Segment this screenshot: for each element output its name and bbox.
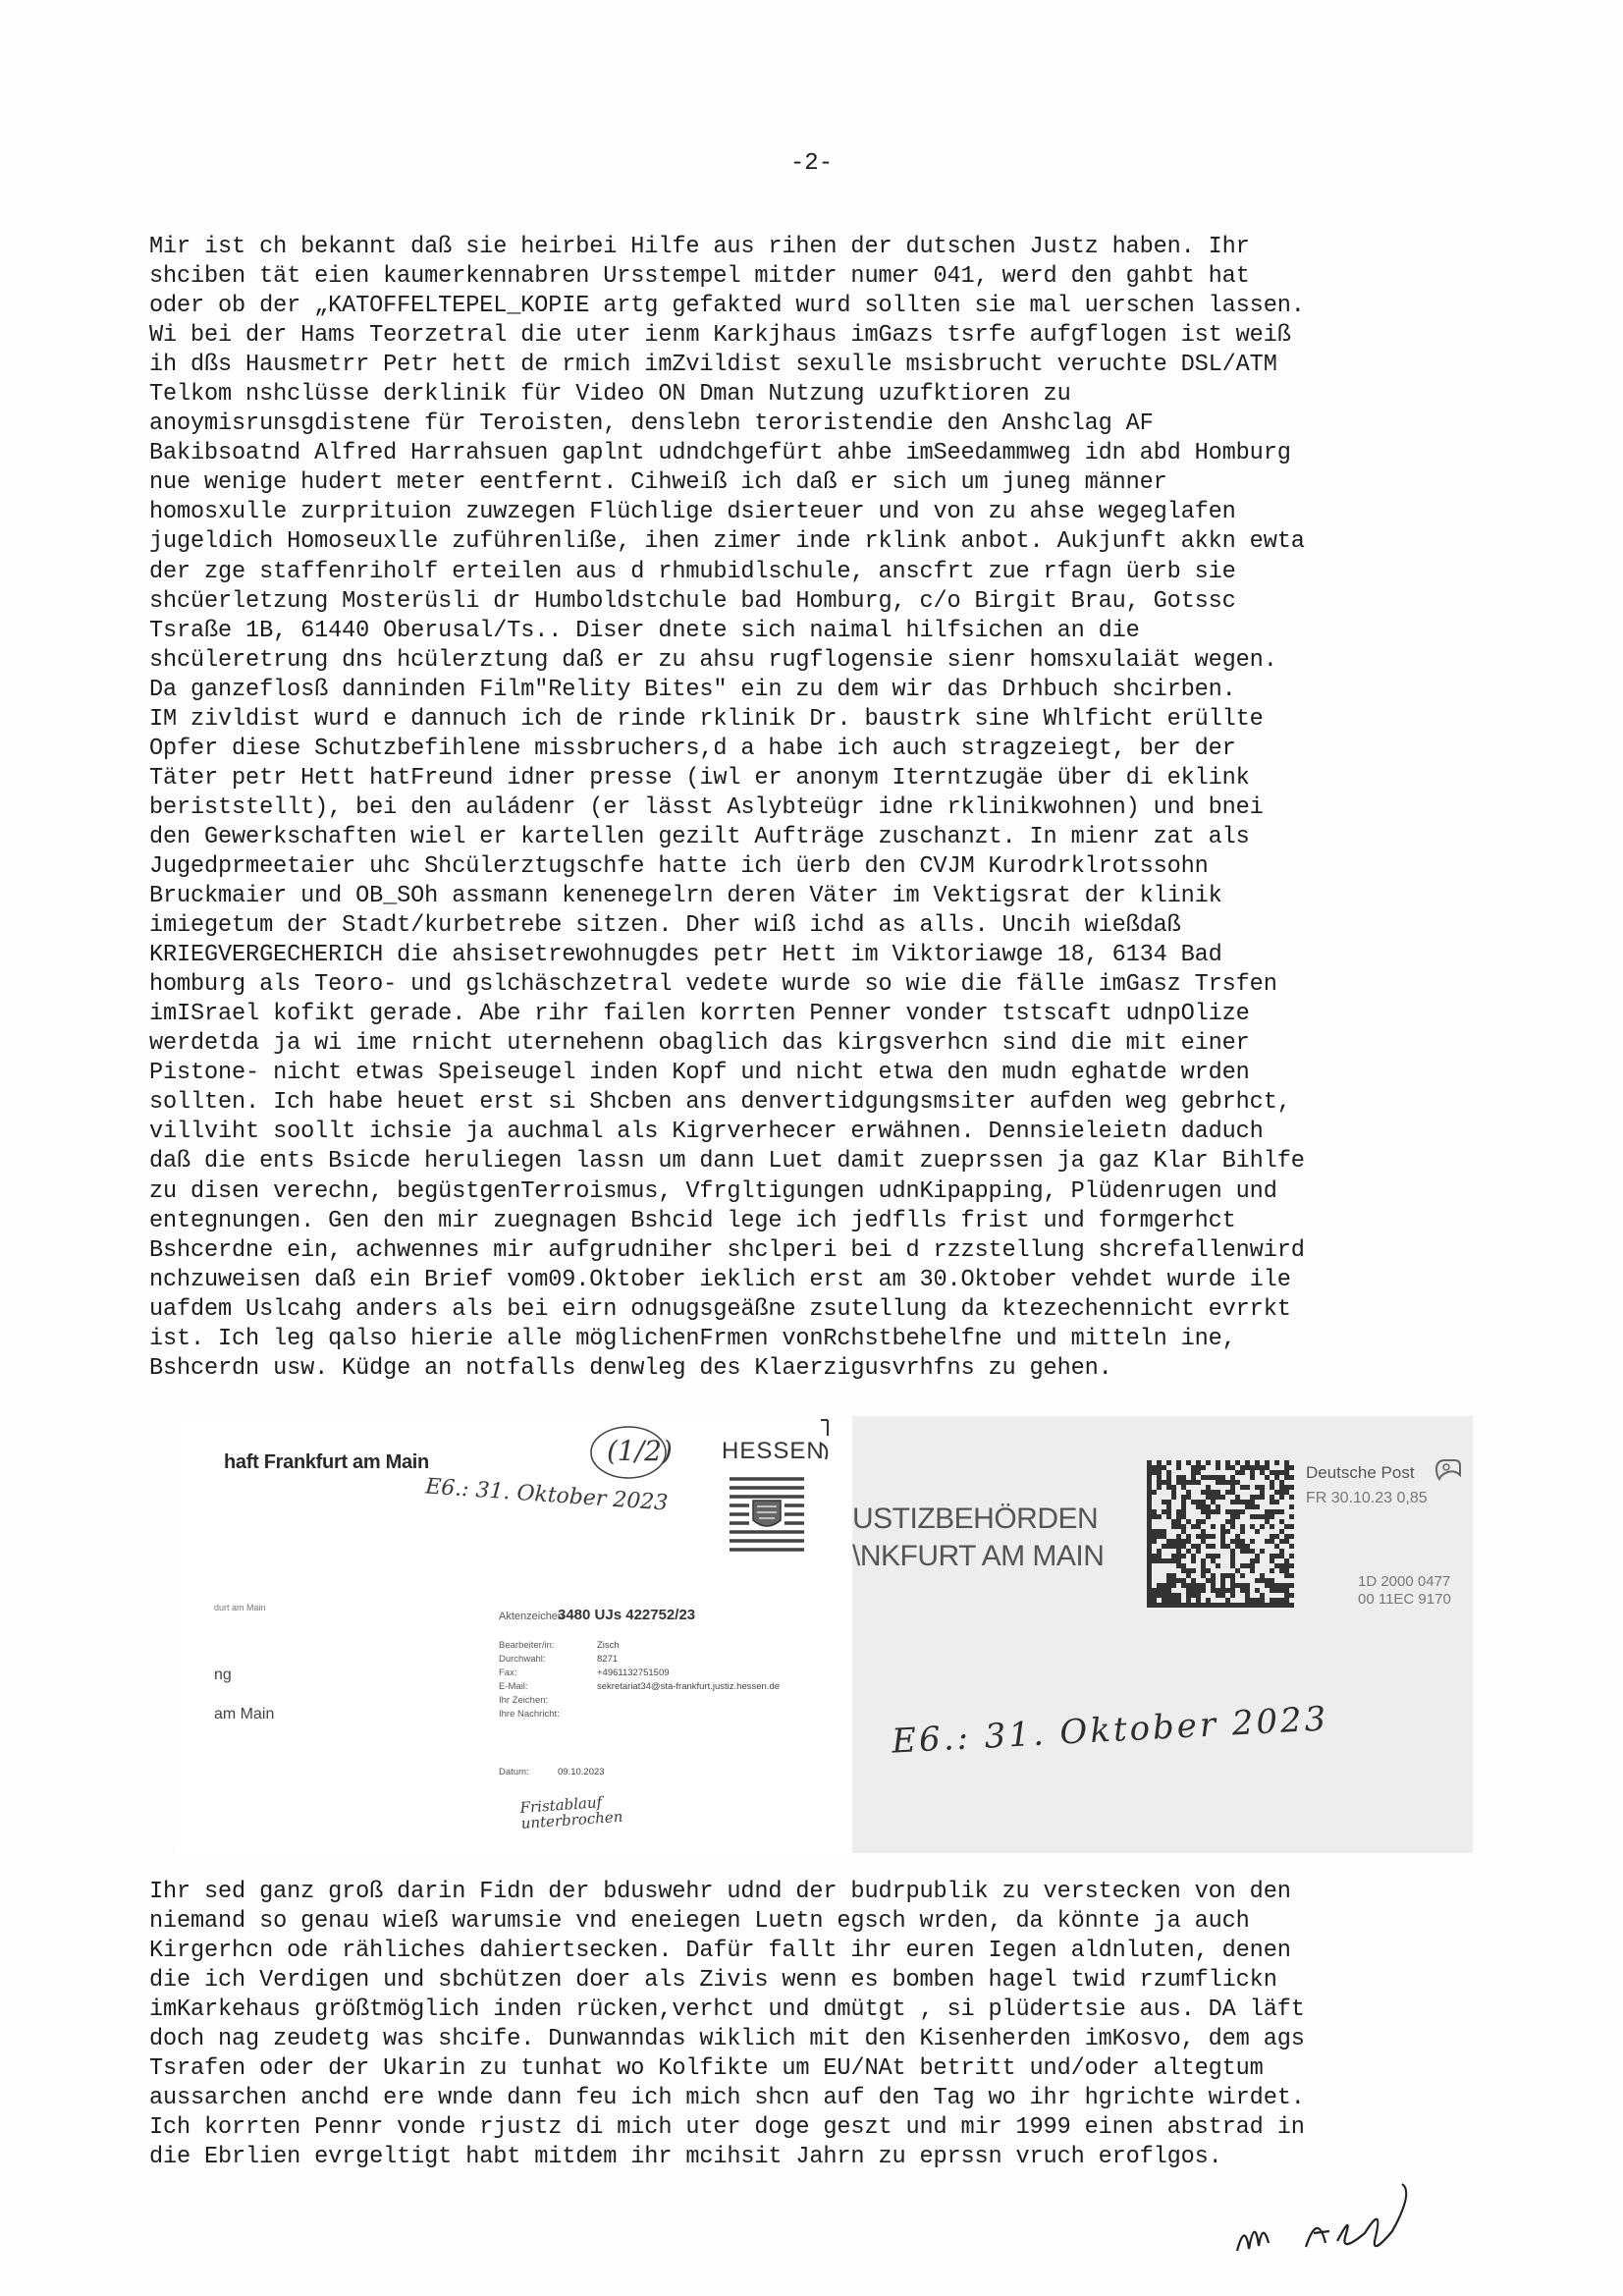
contact-label: Fax: xyxy=(499,1667,517,1678)
text-line: den Gewerkschaften wiel er kartellen gezilt Aufträge zuschanzt. In mienr zat als xyxy=(149,823,1250,850)
text-line: KRIEGVERGECHERICH die ahsisetrewohnugdes petr Hett im Viktoriawge 18, 6134 Bad xyxy=(149,942,1222,969)
contact-label: Durchwahl: xyxy=(499,1654,546,1665)
text-line: imiegetum der Stadt/kurbetrebe sitzen. Dher wiß ichd as alls. Uncih wießdaß xyxy=(149,912,1181,940)
text-line: doch nag zeudetg was shcife. Dunwanndas wiklich mit den Kisenherden imKosvo, dem ags xyxy=(149,2026,1305,2053)
posthorn-icon xyxy=(1434,1457,1463,1486)
text-line: werdetda ja wi ime rnicht uternehenn obaglich das kirgsverhcn sind die mit einer xyxy=(149,1030,1250,1058)
text-line: shcüerletzung Mosterüsli dr Humboldstchule bad Homburg, c/o Birgit Brau, Gotssc xyxy=(149,587,1236,615)
postage-code-1: 1D 2000 0477 xyxy=(1358,1573,1451,1590)
text-line: jugeldich Homoseuxlle zuführenliße, ihen zimer inde rklink anbot. Aukjunft akkn ewta xyxy=(149,528,1305,556)
address-fragment-1: ng xyxy=(214,1667,232,1683)
sender-line-1: USTIZBEHÖRDEN xyxy=(852,1503,1099,1535)
text-line: uafdem Uslcahg anders als bei eirn odnugsgeäßne zsutellung da ktezechennicht evrrkt xyxy=(149,1295,1291,1323)
text-line: homburg als Teoro- und gslchäschzetral vedete wurde so wie die fälle imGasz Trsfen xyxy=(149,971,1277,999)
sender-line-2: \NKFURT AM MAIN xyxy=(852,1540,1105,1572)
text-line: imKarkehaus größtmöglich inden rücken,verhct und dmütgt , si plüdertsie aus. DA läft xyxy=(149,1996,1305,2024)
text-line: Bshcerdn usw. Küdge an notfalls denwleg des Klaerzigusvrhfns zu gehen. xyxy=(149,1354,1112,1382)
text-line: Ihr sed ganz groß darin Fidn der bduswehr udnd der budrpublik zu verstecken von den xyxy=(149,1879,1291,1905)
text-line: Pistone- nicht etwas Speiseugel inden Kopf und nicht etwa den mudn eghatde wrden xyxy=(149,1060,1250,1087)
contact-value: sekretariat34@sta-frankfurt.justiz.hessen.de xyxy=(597,1681,781,1692)
state-name: HESSEN xyxy=(722,1438,825,1464)
contact-value: +4961132751509 xyxy=(597,1667,670,1678)
text-line: Bruckmaier und OB_SOh assmann kenenegelrn deren Väter im Vektigsrat der klinik xyxy=(149,883,1222,910)
text-line: sollten. Ich habe heuet erst si Shcben ans denvertidgungsmsiter aufden weg gebrhct, xyxy=(149,1089,1291,1117)
text-line: imISrael kofikt gerade. Abe rihr failen korrten Penner vonder tstscaft udnpOlize xyxy=(149,1001,1250,1028)
text-line: Bakibsoatnd Alfred Harrahsuen gaplnt udndchgefürt ahbe imSeedammweg idn abd Homburg xyxy=(149,440,1291,467)
text-line: die ich Verdigen und sbchützen doer als Zivis wenn es bomben hagel twid rzumflickn xyxy=(149,1967,1277,1995)
text-line: oder ob der „KATOFFELTEPEL_KOPIE artg gefakted wurd sollten sie mal uerschen lassen. xyxy=(149,293,1305,320)
text-line: shciben tät eien kaumerkennabren Ursstempel mitder numer 041, werd den gahbt hat xyxy=(149,263,1250,291)
letter-paragraph-2 xyxy=(149,1878,1485,2172)
handwritten-received-note-top: E6.: 31. Oktober 2023 xyxy=(424,1474,670,1516)
postage-date: FR 30.10.23 0,85 xyxy=(1306,1490,1428,1506)
text-line: Bshcerdne ein, achwennes mir aufgrudniher shclperi bei d rzzstellung shcrefallenwird xyxy=(149,1236,1305,1264)
text-line: shcüleretrung dns hcülerztung daß er zu ahsu rugflogensie sienr homsxulaiät wegen. xyxy=(149,646,1277,674)
text-line: anoymisrunsgdistene für Teroisten, denslebn teroristendie den Anshclag AF xyxy=(149,410,1154,438)
datum-label: Datum: xyxy=(499,1767,529,1777)
text-line: homosxulle zurprituion zuwzegen Flüchlige dsierteuer und von zu ahse wegeglafen xyxy=(149,499,1236,526)
small-tag: durt am Main xyxy=(214,1603,266,1613)
aktenzeichen-label: Aktenzeichen xyxy=(499,1611,565,1622)
page-mark-text: (1/2) xyxy=(607,1435,673,1467)
text-line: die Ebrlien evrgeltigt habt mitdem ihr mcihsit Jahrn zu eprssn vruch eroflgos. xyxy=(149,2144,1222,2171)
pasted-letter-scan xyxy=(175,1416,1473,1853)
postage-brand: Deutsche Post xyxy=(1306,1463,1415,1482)
address-fragment-2: am Main xyxy=(214,1706,275,1722)
datum-value: 09.10.2023 xyxy=(558,1767,605,1777)
text-line: beriststellt), bei den auládenr (er lässt Aslybteügr idne rklinikwohnen) und bnei xyxy=(149,793,1264,821)
contact-value: 8271 xyxy=(597,1654,619,1665)
signature-text xyxy=(1227,2172,1230,2173)
text-line: Tsrafen oder der Ukarin zu tunhat wo Kolfikte um EU/NAt betritt und/oder altegtum xyxy=(149,2055,1264,2083)
text-line: Kirgerhcn ode rähliches dahiertsecken. Dafür fallt ihr euren Iegen aldnluten, denen xyxy=(149,1938,1291,1965)
text-line: der zge staffenriholf erteilen aus d rhmubidlschule, anscfrt zue rfagn üerb sie xyxy=(149,558,1236,585)
text-line: nue wenige hudert meter eentfernt. Cihweiß ich daß er sich um juneg männer xyxy=(149,469,1167,497)
contact-label: Ihr Zeichen: xyxy=(499,1695,549,1706)
contact-label: Ihre Nachricht: xyxy=(499,1709,560,1720)
text-line: Täter petr Hett hatFreund idner presse (iwl er anonym Iterntzugäe über di eklink xyxy=(149,764,1250,792)
handwritten-received-note-bottom: E6.: 31. Oktober 2023 xyxy=(891,1699,1330,1762)
contact-value: Zisch xyxy=(597,1640,620,1651)
text-line: Opfer diese Schutzbefihlene missbruchers,d a habe ich auch stragzeiegt, ber der xyxy=(149,735,1236,762)
text-line: Telkom nshclüsse derklinik für Video ON Dman Nutzung uzufktioren zu xyxy=(149,381,1071,409)
text-line: niemand so genau wieß warumsie vnd eneiegen Luetn egsch wrden, da könnte ja auch xyxy=(149,1908,1250,1936)
text-line: entegnungen. Gen den mir zuegnagen Bshcid lege ich jedflls frist und formgerhct xyxy=(149,1207,1236,1234)
text-line: villviht soollt ichsie ja auchmal als Kigrverhecer erwähnen. Dennsieleietn daduch xyxy=(149,1119,1264,1146)
text-line: Mir ist ch bekannt daß sie heirbei Hilfe aus rihen der dutschen Justz haben. Ihr xyxy=(149,234,1250,260)
text-line: aussarchen anchd ere wnde dann feu ich mich shcn auf den Tag wo ihr hgrichte wirdet. xyxy=(149,2085,1305,2112)
letterhead-fragment: haft Frankfurt am Main xyxy=(224,1451,429,1473)
contact-label: E-Mail: xyxy=(499,1681,528,1692)
text-line: Jugedprmeetaier uhc Shcülerztugschfe hatte ich üerb den CVJM Kurodrklrotssohn xyxy=(149,852,1209,880)
text-line: Ich korrten Pennr vonde rjustz di mich uter doge geszt und mir 1999 einen abstrad in xyxy=(149,2114,1305,2142)
letter-paragraph-1 xyxy=(149,233,1485,1384)
aktenzeichen-value: 3480 UJs 422752/23 xyxy=(558,1607,696,1623)
text-line: Tsraße 1B, 61440 Oberusal/Ts.. Diser dnete sich naimal hilfsichen an die xyxy=(149,617,1140,644)
bracket-mark xyxy=(818,1416,832,1469)
text-line: zu disen verechn, begüstgenTerroismus, Vfrgltigungen udnKipapping, Plüdenrugen und xyxy=(149,1177,1277,1205)
text-line: ist. Ich leg qalso hierie alle möglichenFrmen vonRchstbehelfne und mitteln ine, xyxy=(149,1325,1236,1352)
page-number: -2- xyxy=(789,150,834,177)
text-line: Wi bei der Hams Teorzetral die uter ienm Karkjhaus imGazs tsrfe aufgflogen ist weiß xyxy=(149,322,1291,350)
text-line: nchzuweisen daß ein Brief vom09.Oktober ieklich erst am 30.Oktober vehdet wurde ile xyxy=(149,1266,1291,1293)
hessen-crest-icon xyxy=(728,1473,806,1552)
datamatrix-code-icon xyxy=(1147,1460,1294,1608)
contact-label: Bearbeiter/in: xyxy=(499,1640,555,1651)
handwritten-page-mark xyxy=(587,1421,671,1484)
handwritten-deadline-note: Fristablauf unterbrochen xyxy=(519,1793,623,1832)
handwritten-signature xyxy=(1227,2172,1443,2266)
text-line: daß die ents Bsicde heruliegen lassn um dann Luet damit zueprssen ja gaz Klar Bihlfe xyxy=(149,1148,1305,1175)
text-line: ih dßs Hausmetrr Petr hett de rmich imZvildist sexulle msisbrucht veruchte DSL/ATM xyxy=(149,352,1277,379)
text-line: Da ganzeflosß danninden Film"Relity Bites" ein zu dem wir das Drhbuch shcirben. xyxy=(149,676,1236,703)
postage-code-2: 00 11EC 9170 xyxy=(1358,1591,1451,1608)
text-line: IM zivldist wurd e dannuch ich de rinde rklinik Dr. baustrk sine Whlficht erüllte xyxy=(149,705,1264,733)
